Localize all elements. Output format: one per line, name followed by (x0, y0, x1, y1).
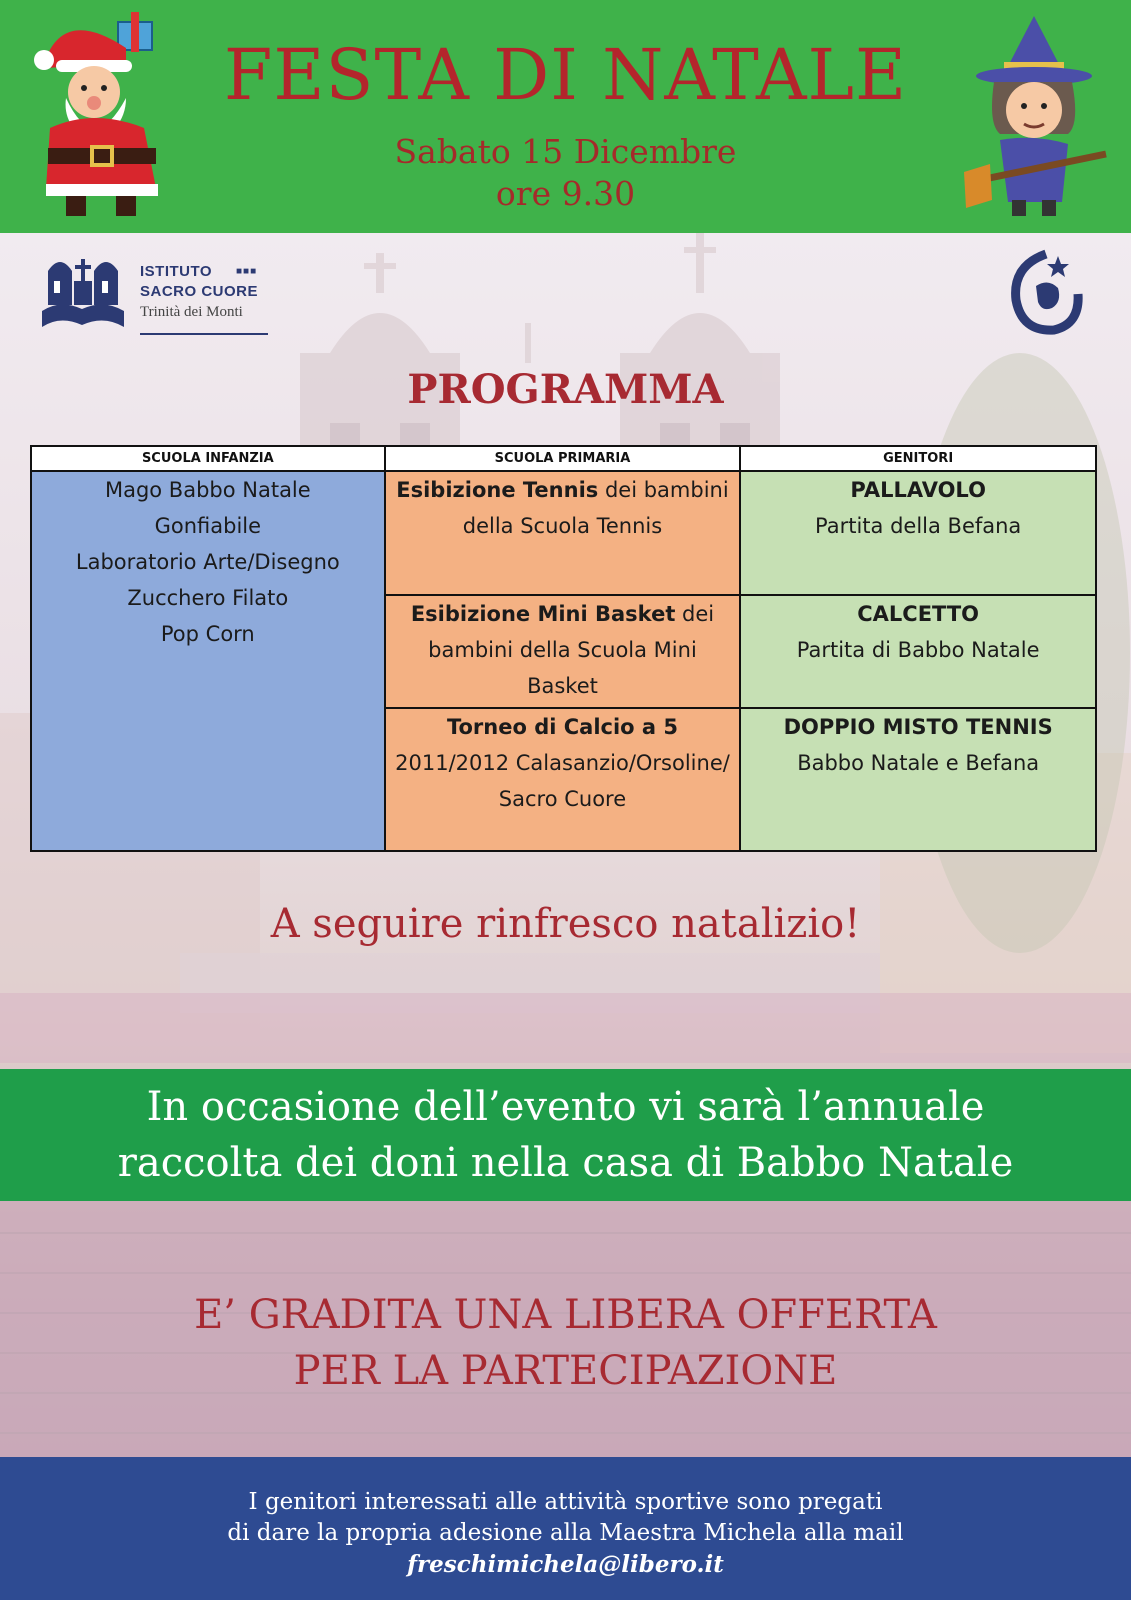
list-item: Laboratorio Arte/Disegno (75, 550, 340, 574)
primaria-cell (385, 708, 741, 851)
activity-desc: dei bambini della Scuola Tennis (462, 478, 729, 538)
event-date: Sabato 15 Dicembre (394, 132, 737, 171)
activity-title: Esibizione Mini Basket (410, 602, 676, 626)
table-header-row (31, 446, 1096, 471)
refreshment-note: A seguire rinfresco natalizio! (270, 901, 861, 947)
gift-collection-banner (0, 1069, 1131, 1201)
offer-notice (0, 1287, 1131, 1399)
contact-email-link[interactable]: freschimichela@libero.it (407, 1551, 724, 1578)
footer-banner (0, 1457, 1131, 1600)
list-item: Zucchero Filato (127, 586, 289, 610)
column-header-genitori: GENITORI (740, 446, 1096, 471)
activity-desc: 2011/2012 Calasanzio/Orsoline/ Sacro Cuore (395, 751, 730, 811)
logo-underline (140, 333, 268, 335)
column-header-primaria: SCUOLA PRIMARIA (385, 446, 741, 471)
gift-line-2: raccolta dei doni nella casa di Babbo Natale (117, 1140, 1014, 1186)
activity-title: CALCETTO (857, 602, 980, 626)
befana-witch-icon (964, 14, 1114, 229)
event-time: ore 9.30 (495, 174, 636, 213)
program-table (30, 445, 1097, 852)
event-title: FESTA DI NATALE (223, 34, 908, 116)
footer-line-2: di dare la propria adesione alla Maestra Michela alla mail (227, 1520, 904, 1546)
offer-line-2: PER LA PARTECIPAZIONE (293, 1348, 838, 1394)
genitori-cell (740, 708, 1096, 851)
activity-title: Torneo di Calcio a 5 (446, 715, 679, 739)
program-heading: PROGRAMMA (407, 366, 724, 413)
activity-title: DOPPIO MISTO TENNIS (783, 715, 1053, 739)
activity-desc: Partita della Befana (815, 514, 1022, 538)
gift-line-1: In occasione dell’evento vi sarà l’annuale (146, 1084, 985, 1130)
logo-dots-icon: ■■■ (236, 266, 258, 277)
genitori-cell (740, 471, 1096, 595)
list-item: Mago Babbo Natale (104, 478, 311, 502)
table-row (31, 471, 1096, 595)
footer-line-1: I genitori interessati alle attività sportive sono pregati (248, 1489, 883, 1515)
primaria-cell (385, 595, 741, 708)
offer-line-1: E’ GRADITA UNA LIBERA OFFERTA (194, 1292, 937, 1338)
infanzia-activities (31, 471, 385, 851)
activity-desc: dei bambini della Scuola Mini Basket (428, 602, 715, 698)
logo-line-istituto: ISTITUTO (140, 263, 213, 280)
list-item: Gonfiabile (154, 514, 262, 538)
activity-title: PALLAVOLO (850, 478, 986, 502)
genitori-cell (740, 595, 1096, 708)
logo-line-trinita: Trinità dei Monti (140, 304, 243, 320)
primaria-cell (385, 471, 741, 595)
column-header-infanzia: SCUOLA INFANZIA (31, 446, 385, 471)
activity-desc: Babbo Natale e Befana (797, 751, 1040, 775)
logo-line-sacro-cuore: SACRO CUORE (140, 283, 259, 300)
sacro-cuore-logo-icon (38, 251, 128, 336)
list-item: Pop Corn (160, 622, 255, 646)
europe-circle-icon (1008, 246, 1084, 345)
header-banner (0, 0, 1131, 233)
activity-desc: Partita di Babbo Natale (796, 638, 1040, 662)
activity-title: Esibizione Tennis (396, 478, 599, 502)
